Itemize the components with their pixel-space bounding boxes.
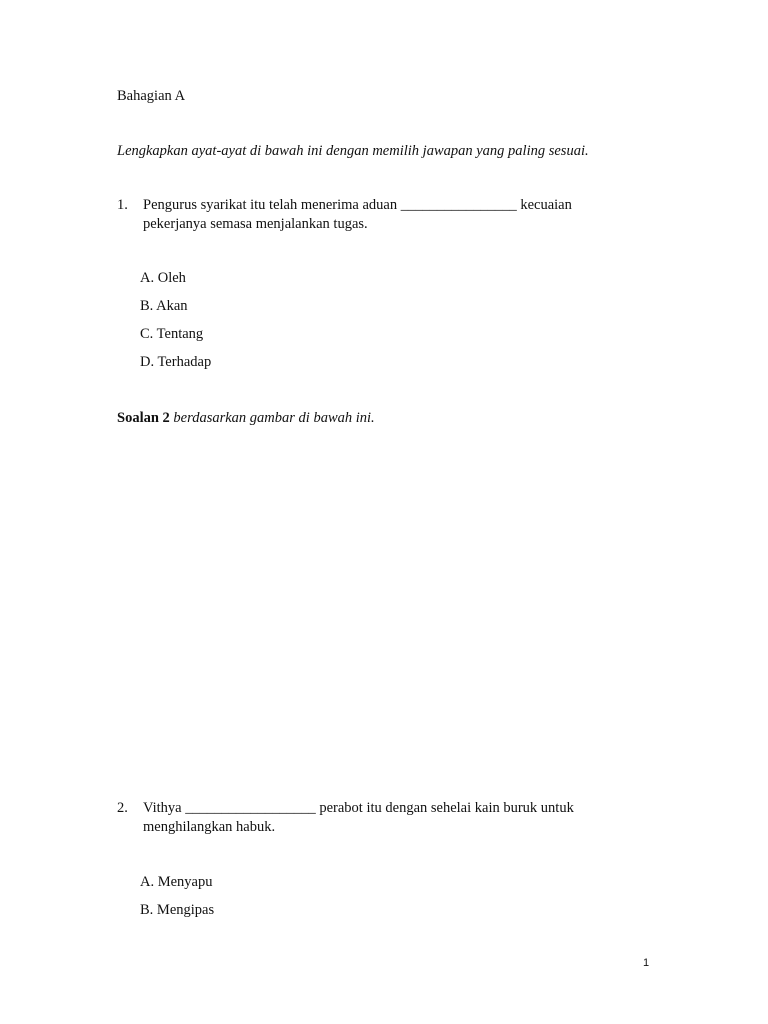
section-title: Bahagian A: [117, 88, 186, 104]
question-1-option-c: C. Tentang: [140, 326, 204, 342]
picture-note-italic: berdasarkan gambar di bawah ini.: [173, 410, 375, 426]
question-2-option-a: A. Menyapu: [140, 874, 213, 890]
question-1-option-d: D. Terhadap: [140, 354, 212, 370]
picture-note-bold: Soalan 2: [117, 410, 170, 426]
question-1-line-2: pekerjanya semasa menjalankan tugas.: [143, 216, 368, 232]
question-1-number: 1.: [117, 197, 128, 213]
question-2-option-b: B. Mengipas: [140, 902, 215, 918]
picture-area: [117, 440, 637, 790]
question-2-number: 2.: [117, 800, 128, 816]
instruction-text: Lengkapkan ayat-ayat di bawah ini dengan memilih jawapan yang paling sesuai.: [117, 143, 589, 159]
question-1-option-b: B. Akan: [140, 298, 188, 314]
picture-note: [117, 409, 375, 427]
question-2-line-1: Vithya __________________ perabot itu dengan sehelai kain buruk untuk: [143, 800, 574, 816]
question-1-option-a: A. Oleh: [140, 270, 186, 286]
question-1-line-1: Pengurus syarikat itu telah menerima aduan ________________ kecuaian: [143, 197, 572, 213]
page-number: 1: [643, 957, 650, 969]
question-2-line-2: menghilangkan habuk.: [143, 819, 276, 835]
